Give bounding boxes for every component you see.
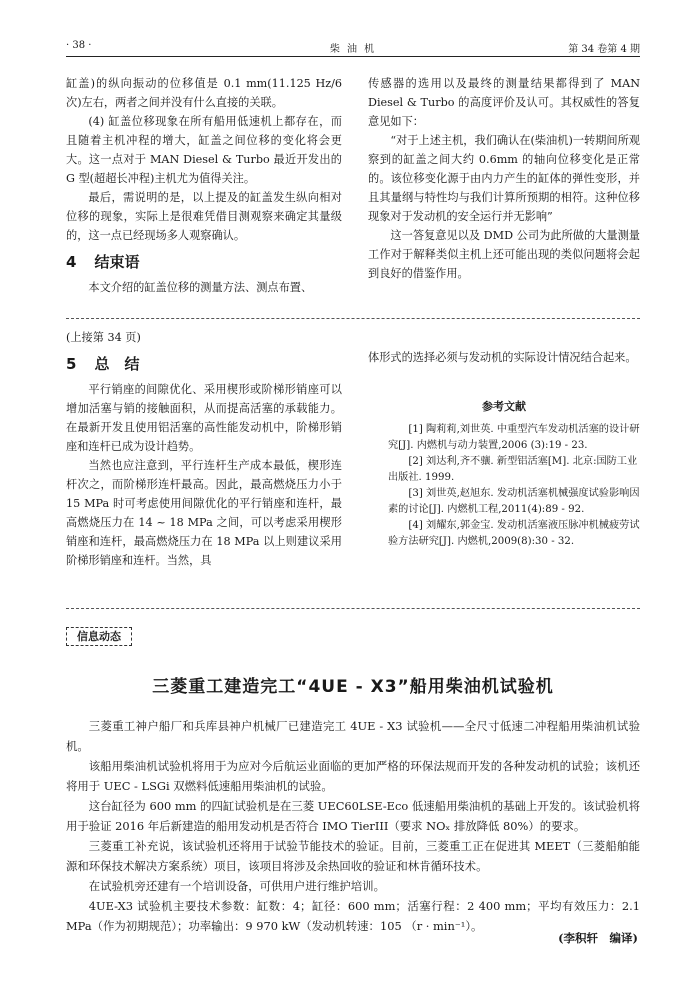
section-heading-4 xyxy=(66,253,342,272)
paragraph: 缸盖)的纵向振动的位移值是 0.1 mm(11.125 Hz/6 次)左右，两者之间并没有什么直接的关联。 xyxy=(66,77,342,109)
paragraph: 在试验机旁还建有一个培训设备，可供用户进行维护培训。 xyxy=(88,879,385,893)
section-number: 4 xyxy=(66,253,77,271)
paragraph: 当然也应注意到，平行连杆生产成本最低，楔形连杆次之，而阶梯形连杆最高。因此，最高燃烧压力小于 15 MPa 时可考虑使用间隙优化的平行销座和连杆，最高燃烧压力在 14 ~ 18 MPa 之间，可以考虑采用楔形销座和连杆，最高燃烧压力在 18 MPa 以上则建议采用阶梯形销座和连杆。当然，具 xyxy=(66,459,342,567)
news-tag: 信息动态 xyxy=(66,627,132,646)
reference-item: [2] 刘达利,齐不骧. 新型铝活塞[M]. 北京:国防工业出版社. 1999. xyxy=(388,456,638,483)
mid-left-column xyxy=(66,328,342,570)
paragraph: 平行销座的间隙优化、采用楔形或阶梯形销座可以增加活塞与销的接触面积，从而提高活塞的承载能力。在最新开发且使用铝活塞的高性能发动机中，阶梯形销座和连杆已成为设计趋势。 xyxy=(66,383,342,453)
top-left-column xyxy=(66,74,342,297)
section-divider xyxy=(66,318,640,319)
section-title: 总 结 xyxy=(94,355,140,373)
paragraph: 三菱重工神户船厂和兵库县神户机械厂已建造完工 4UE - X3 试验机——全尺寸低速二冲程船用柴油机试验机。 xyxy=(66,719,640,753)
running-header xyxy=(66,38,640,57)
issue-info: 第 34 卷第 4 期 xyxy=(568,44,640,55)
paragraph: 体形式的选择必须与发动机的实际设计情况结合起来。 xyxy=(368,351,637,364)
page-number: · 38 · xyxy=(66,40,92,51)
reference-item: [4] 刘耀东,郭金宝. 发动机活塞液压脉冲机械疲劳试验方法研究[J]. 内燃机,2009(8):30 - 32. xyxy=(388,520,640,547)
section-heading-5 xyxy=(66,355,342,374)
news-tag-box xyxy=(66,628,132,644)
paragraph: 传感器的选用以及最终的测量结果都得到了 MAN Diesel & Turbo 的高度评价及认可。其权威性的答复意见如下： xyxy=(368,77,640,128)
journal-name: 柴 油 机 xyxy=(329,44,377,55)
paragraph: 本文介绍的缸盖位移的测量方法、测点布置、 xyxy=(88,281,313,294)
reference-item: [1] 陶莉莉,刘世英. 中重型汽车发动机活塞的设计研究[J]. 内燃机与动力装置,2006 (3):19 - 23. xyxy=(388,424,640,451)
continued-note: (上接第 34 页) xyxy=(66,331,141,344)
paragraph: 这台缸径为 600 mm 的四缸试验机是在三菱 UEC60LSE-Eco 低速船用柴油机的基础上开发的。该试验机将用于验证 2016 年后新建造的船用发动机是否符合 IMO TierIII（要求 NOₓ 排放降低 80%）的要求。 xyxy=(66,799,640,833)
paragraph: 该船用柴油机试验机将用于为应对今后航运业面临的更加严格的环保法规而开发的各种发动机的试验；该机还将用于 UEC - LSGi 双燃料低速船用柴油机的试验。 xyxy=(66,759,640,793)
paragraph: 最后，需说明的是，以上提及的缸盖发生纵向相对位移的现象，实际上是很难凭借目测观察来确定其量级的，这一点已经现场多人观察确认。 xyxy=(66,191,342,242)
section-title: 结束语 xyxy=(94,253,140,271)
mid-right-column xyxy=(368,348,640,550)
paragraph: 这一答复意见以及 DMD 公司为此所做的大量测量工作对于解释类似主机上还可能出现的类似问题将会起到良好的借鉴作用。 xyxy=(368,229,640,280)
news-body xyxy=(66,716,640,936)
paragraph: 4UE-X3 试验机主要技术参数：缸数：4；缸径：600 mm；活塞行程：2 400 mm；平均有效压力：2.1 MPa（作为初期规范）；功率输出：9 970 kW（发动机转速：105 （r · min⁻¹）。 xyxy=(66,899,640,933)
news-headline: 三菱重工建造完工“4UE - X3”船用柴油机试验机 xyxy=(152,677,554,697)
section-divider xyxy=(66,608,640,609)
translator-credit: (李积轩 编译) xyxy=(558,931,638,945)
quote-paragraph: “对于上述主机，我们确认在(柴油机)一转期间所观察到的缸盖之间大约 0.6mm 的轴向位移变化是正常的。该位移变化源于由内力产生的缸体的弹性变形，并且其量纲与特性均与我们计算所预期的相符。这种位移现象对于发动机的安全运行并无影响” xyxy=(368,134,640,223)
top-right-column xyxy=(368,74,640,283)
references-title: 参考文献 xyxy=(482,400,526,413)
section-number: 5 xyxy=(66,355,77,373)
paragraph: 三菱重工补充说，该试验机还将用于试验节能技术的验证。目前，三菱重工正在促进其 MEET（三菱船舶能源和环保技术解决方案系统）项目，该项目将涉及余热回收的验证和林肯循环技术。 xyxy=(66,839,640,873)
paragraph: (4) 缸盖位移现象在所有船用低速机上都存在，而且随着主机冲程的增大，缸盖之间位移的变化将会更大。这一点对于 MAN Diesel & Turbo 最近开发出的 G 型(超超长冲程)主机尤为值得关注。 xyxy=(66,115,342,185)
reference-item: [3] 刘世英,赵旭东. 发动机活塞机械强度试验影响因素的讨论[J]. 内燃机工程,2011(4):89 - 92. xyxy=(388,488,640,515)
